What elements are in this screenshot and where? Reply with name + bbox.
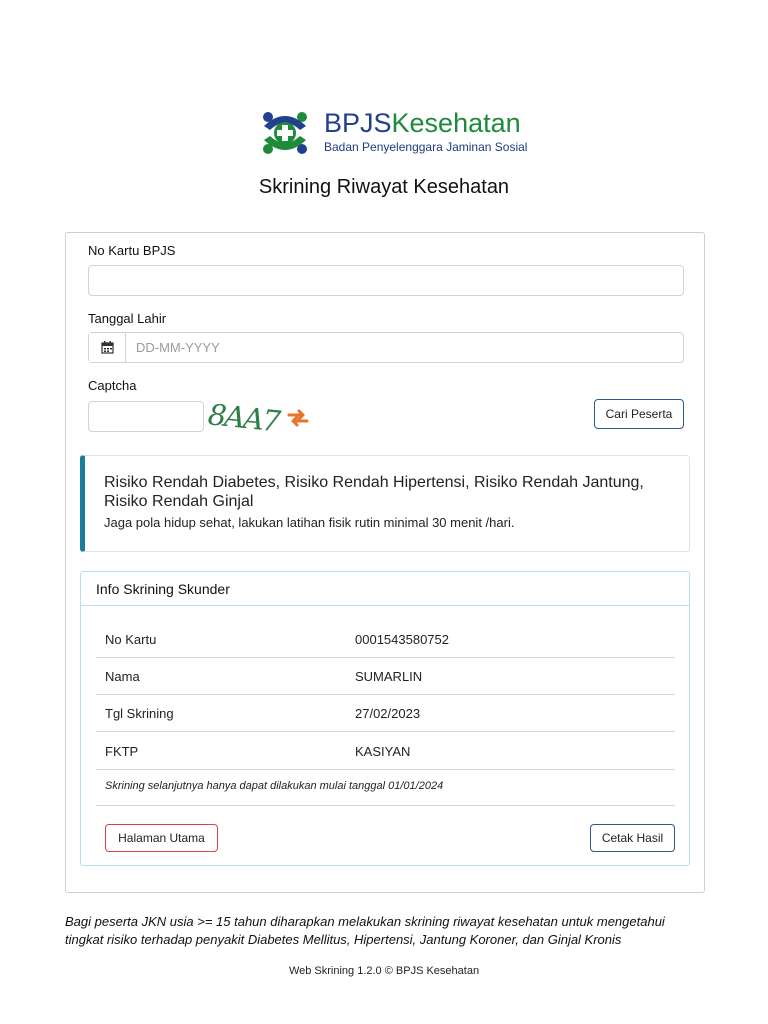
bpjs-logo-icon <box>256 104 314 162</box>
cari-peserta-button[interactable]: Cari Peserta <box>594 399 684 429</box>
brand-tagline: Badan Penyelenggara Jaminan Sosial <box>324 140 528 154</box>
row-label: No Kartu <box>105 632 157 647</box>
table-row <box>96 695 675 732</box>
copyright: Web Skrining 1.2.0 © BPJS Kesehatan <box>288 965 480 977</box>
info-card-header <box>81 572 689 606</box>
tanggal-field <box>88 332 684 363</box>
row-label: FKTP <box>105 744 139 759</box>
row-value: 0001543580752 <box>355 632 449 647</box>
footer-note: Bagi peserta JKN usia >= 15 tahun diharapkan melakukan skrining riwayat kesehatan untuk mengetahui tingkat risiko terhadap penyakit Diabetes Mellitus, Hipertensi, Jantung Koroner, dan Ginjal Kronis <box>65 914 665 947</box>
brand-name <box>324 108 521 138</box>
brand-name-part2: Kesehatan <box>391 108 521 138</box>
next-screening-note <box>96 770 675 806</box>
next-screening-text: Skrining selanjutnya hanya dapat dilakukan mulai tanggal 01/01/2024 <box>105 780 444 792</box>
calendar-addon[interactable] <box>89 333 126 362</box>
row-value: SUMARLIN <box>355 669 423 684</box>
page-title: Skrining Riwayat Kesehatan <box>258 176 510 198</box>
captcha-image: 8AA7 <box>206 397 281 439</box>
kartu-label: No Kartu BPJS <box>88 243 176 258</box>
info-card-title: Info Skrining Skunder <box>96 581 230 597</box>
row-value: 27/02/2023 <box>355 706 421 721</box>
alert-title: Risiko Rendah Diabetes, Risiko Rendah Hipertensi, Risiko Rendah Jantung, Risiko Rendah Ginjal <box>104 474 644 510</box>
kartu-input[interactable] <box>88 265 684 296</box>
halaman-utama-button[interactable]: Halaman Utama <box>105 824 218 852</box>
tanggal-label: Tanggal Lahir <box>88 311 167 326</box>
table-row <box>96 733 675 770</box>
cetak-hasil-button[interactable]: Cetak Hasil <box>590 824 675 852</box>
row-value: KASIYAN <box>355 744 411 759</box>
row-label: Tgl Skrining <box>105 706 174 721</box>
brand-name-part1: BPJS <box>324 108 392 138</box>
captcha-label: Captcha <box>88 378 137 393</box>
risk-alert <box>80 455 690 552</box>
alert-text: Jaga pola hidup sehat, lakukan latihan fisik rutin minimal 30 menit /hari. <box>104 515 515 530</box>
calendar-icon <box>101 341 114 354</box>
table-row <box>96 621 675 658</box>
refresh-icon[interactable] <box>286 406 310 430</box>
row-label: Nama <box>105 669 140 684</box>
bpjs-logo <box>256 104 528 162</box>
captcha-input[interactable] <box>88 401 204 432</box>
tanggal-input[interactable] <box>126 333 683 362</box>
table-row <box>96 658 675 695</box>
